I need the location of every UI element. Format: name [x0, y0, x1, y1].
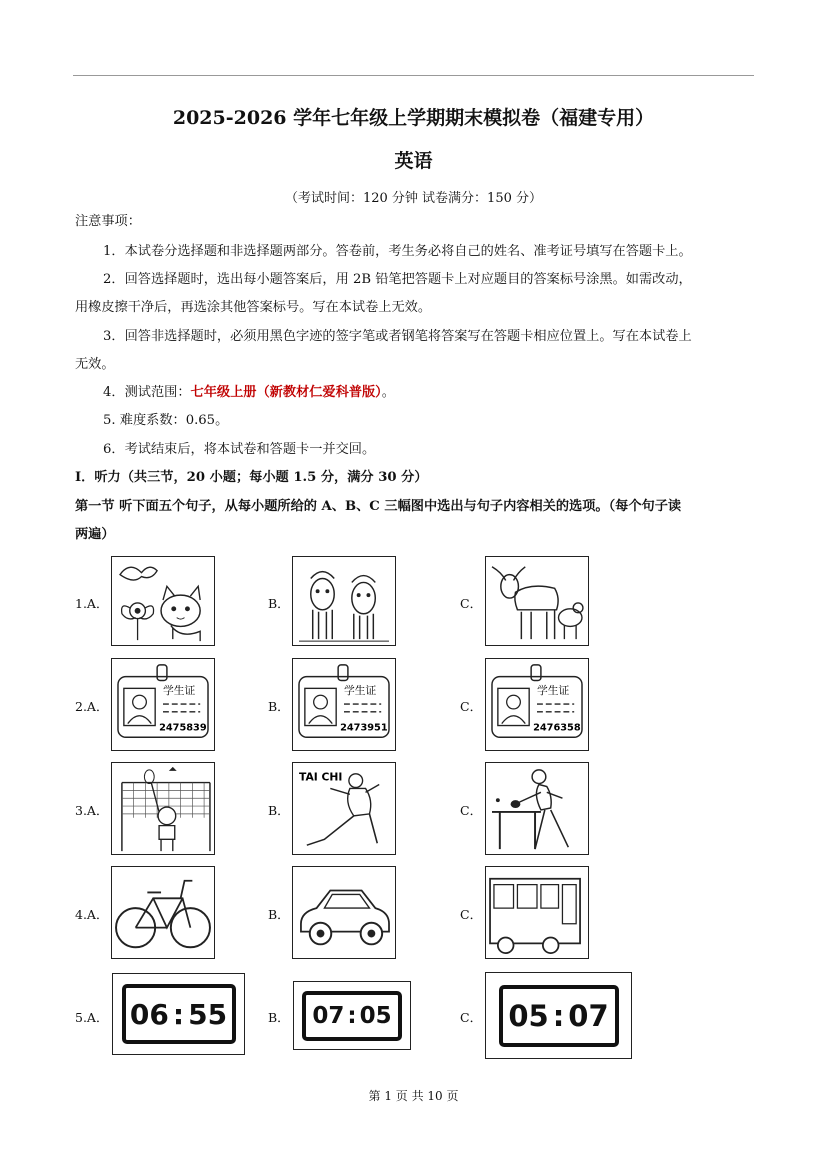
q5-option-c-image[interactable]: [485, 972, 632, 1059]
note-4-prefix: 4．测试范围：: [103, 385, 191, 400]
q2-option-c-image[interactable]: [485, 658, 589, 751]
clock-icon: [122, 984, 236, 1044]
subject-title: 英语: [394, 150, 433, 172]
q5-option-a-image[interactable]: [112, 973, 245, 1055]
clock-sep: :: [552, 998, 565, 1033]
part1-instruction-a: 第一节 听下面五个句子，从每小题所给的 A、B、C 三幅图中选出与句子内容相关的选项。（每个句子读: [75, 499, 682, 514]
clock-sep: :: [347, 1002, 357, 1029]
q5-label-b: B．: [268, 1010, 290, 1025]
svg-text:TAI CHI: TAI CHI: [298, 770, 343, 784]
header-rule: [73, 75, 754, 76]
clock-hour: 05: [508, 998, 549, 1033]
q4-option-b-image[interactable]: [292, 866, 396, 959]
note-2b: 用橡皮擦干净后，再选涂其他答案标号。写在本试卷上无效。: [75, 300, 432, 315]
clock-minute: 07: [568, 998, 609, 1033]
note-3a: 3．回答非选择题时，必须用黑色字迹的签字笔或者钢笔将答案写在答题卡相应位置上。写在本试卷上: [103, 329, 692, 344]
q5-label-c: C．: [460, 1010, 483, 1025]
cow-sheep-icon: [486, 557, 588, 645]
q1-label-a: 1.A．: [75, 596, 109, 611]
bicycle-icon: [112, 867, 214, 958]
student-card-icon: [293, 659, 395, 750]
q3-label-c: C．: [460, 803, 483, 818]
section-heading: I．听力（共三节，20 小题；每小题 1.5 分，满分 30 分）: [75, 470, 428, 485]
svg-text:2476358: 2476358: [533, 722, 581, 734]
bus-icon: [486, 867, 588, 958]
clock-hour: 06: [129, 997, 169, 1031]
svg-text:学生证: 学生证: [537, 684, 570, 698]
q1-label-c: C．: [460, 596, 483, 611]
q3-label-b: B．: [268, 803, 290, 818]
q4-label-b: B．: [268, 907, 290, 922]
note-4-suffix: 。: [381, 385, 395, 400]
q3-option-b-image[interactable]: [292, 762, 396, 855]
part1-instruction-b: 两遍）: [75, 527, 115, 542]
q4-option-a-image[interactable]: [111, 866, 215, 959]
svg-text:学生证: 学生证: [163, 684, 196, 698]
student-card-icon: [486, 659, 588, 750]
q1-option-a-image[interactable]: [111, 556, 215, 646]
q4-label-a: 4.A．: [75, 907, 109, 922]
clock-hour: 07: [312, 1002, 345, 1029]
page-footer: 第 1 页 共 10 页: [368, 1089, 459, 1103]
notes-heading: 注意事项：: [75, 214, 141, 229]
ping-pong-icon: [486, 763, 588, 854]
q5-label-a: 5.A．: [75, 1010, 109, 1025]
q4-option-c-image[interactable]: [485, 866, 589, 959]
q1-option-c-image[interactable]: [485, 556, 589, 646]
q2-option-b-image[interactable]: [292, 658, 396, 751]
svg-text:2475839: 2475839: [159, 722, 207, 734]
clock-icon: [302, 991, 402, 1041]
q1-label-b: B．: [268, 596, 290, 611]
svg-text:2473951: 2473951: [340, 722, 388, 734]
note-4: [103, 383, 395, 403]
student-card-icon: [112, 659, 214, 750]
note-3b: 无效。: [75, 357, 115, 372]
horses-icon: [293, 557, 395, 645]
badminton-icon: [112, 763, 214, 854]
q2-label-b: B．: [268, 699, 290, 714]
butterfly-cat-icon: [112, 557, 214, 645]
note-6: 6．考试结束后，将本试卷和答题卡一并交回。: [103, 442, 376, 457]
exam-info: （考试时间：120 分钟 试卷满分：150 分）: [284, 191, 543, 206]
q3-option-c-image[interactable]: [485, 762, 589, 855]
note-2a: 2．回答选择题时，选出每小题答案后，用 2B 铅笔把答题卡上对应题目的答案标号涂黑。如需改动，: [103, 272, 692, 287]
q2-label-c: C．: [460, 699, 483, 714]
clock-icon: [499, 985, 619, 1047]
q2-option-a-image[interactable]: [111, 658, 215, 751]
note-1: 1．本试卷分选择题和非选择题两部分。答卷前，考生务必将自己的姓名、准考证号填写在答题卡上。: [103, 244, 692, 259]
q3-option-a-image[interactable]: [111, 762, 215, 855]
q5-option-b-image[interactable]: [293, 981, 411, 1050]
clock-minute: 55: [188, 997, 228, 1031]
test-range: 七年级上册（新教材仁爱科普版）: [190, 385, 382, 400]
clock-minute: 05: [359, 1002, 392, 1029]
clock-sep: :: [172, 997, 185, 1031]
q1-option-b-image[interactable]: [292, 556, 396, 646]
q2-label-a: 2.A．: [75, 699, 109, 714]
svg-text:学生证: 学生证: [344, 684, 377, 698]
exam-title: 2025-2026 学年七年级上学期期末模拟卷（福建专用）: [172, 107, 655, 129]
car-icon: [293, 867, 395, 958]
note-5: 5. 难度系数：0.65。: [103, 413, 229, 428]
q3-label-a: 3.A．: [75, 803, 109, 818]
q4-label-c: C．: [460, 907, 483, 922]
tai-chi-icon: [293, 763, 395, 854]
